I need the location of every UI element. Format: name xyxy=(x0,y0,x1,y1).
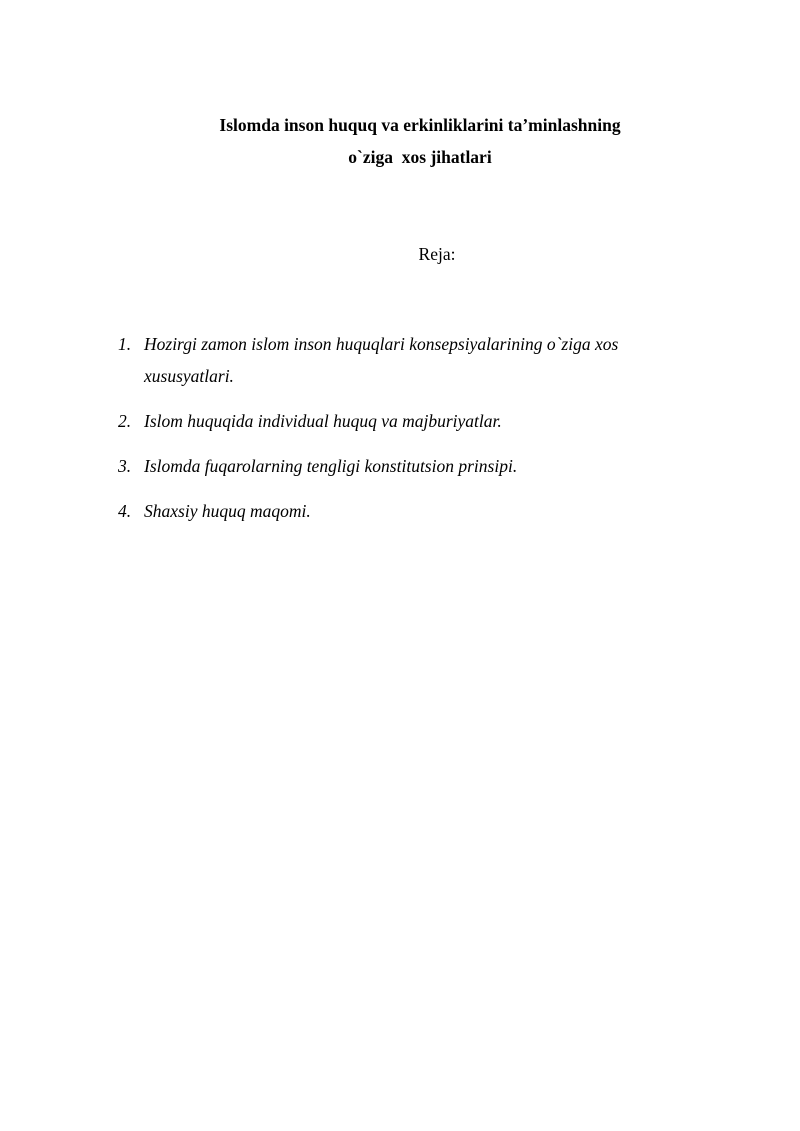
plan-heading: Reja: xyxy=(418,244,456,264)
plan-item-text: Hozirgi zamon islom inson huquqlari konsepsiyalarining o`ziga xos xususyatlari. xyxy=(144,334,619,386)
plan-item-3 xyxy=(118,450,698,482)
plan-item-4 xyxy=(118,495,698,527)
plan-item-text: Islom huquqida individual huquq va majburiyatlar. xyxy=(144,411,502,431)
document-title-line-1: Islomda inson huquq va erkinliklarini ta’minlashning xyxy=(219,115,621,135)
plan-item-number: 2. xyxy=(118,411,132,431)
plan-item-2 xyxy=(118,405,698,437)
plan-item-number: 1. xyxy=(118,334,132,354)
plan-item-1 xyxy=(118,328,698,392)
document-title-line-2: o`ziga xos jihatlari xyxy=(348,147,492,167)
plan-item-number: 3. xyxy=(118,456,132,476)
plan-item-text: Islomda fuqarolarning tengligi konstitutsion prinsipi. xyxy=(144,456,518,476)
plan-list xyxy=(118,328,698,540)
plan-item-number: 4. xyxy=(118,501,132,521)
plan-item-text: Shaxsiy huquq maqomi. xyxy=(144,501,311,521)
